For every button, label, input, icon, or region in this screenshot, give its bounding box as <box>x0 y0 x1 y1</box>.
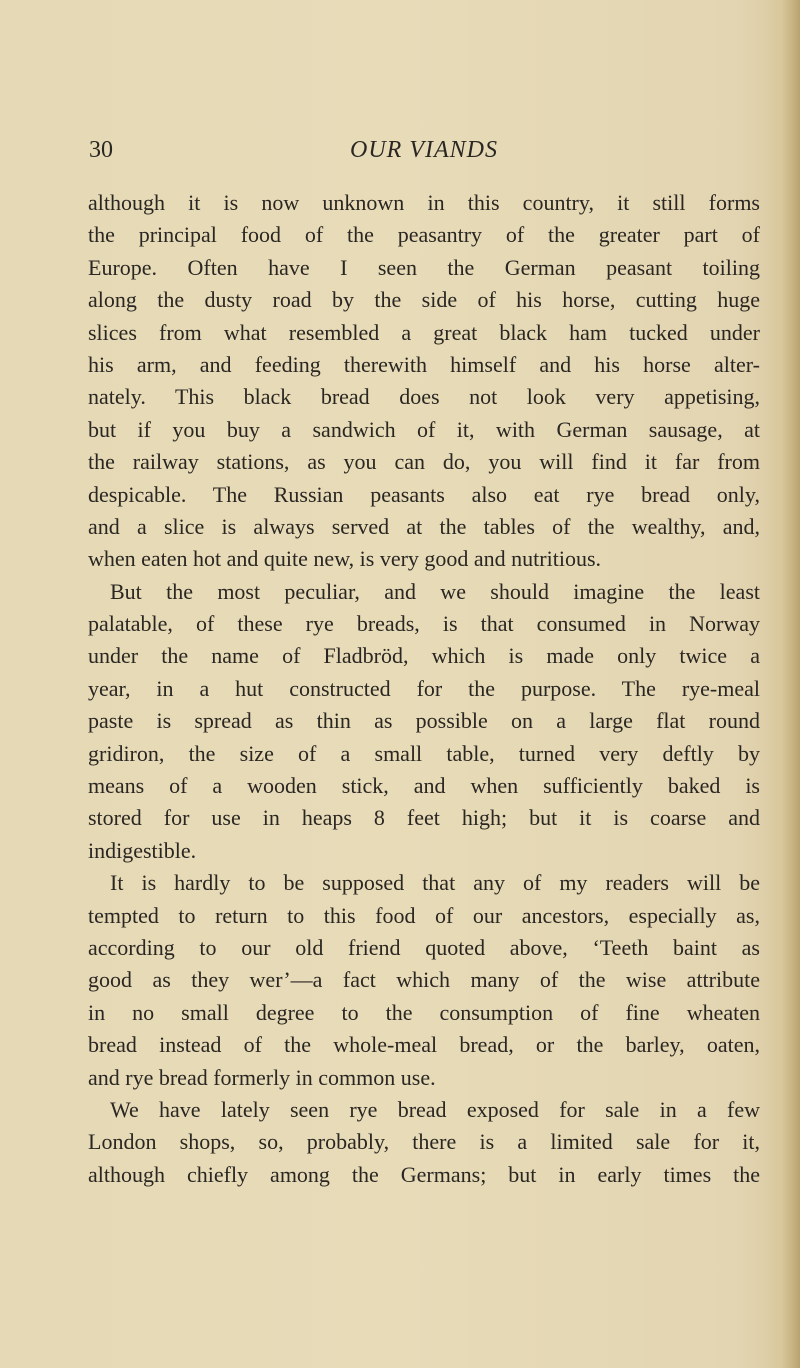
running-title: OUR VIANDS <box>350 137 498 163</box>
text-line: bread instead of the whole-meal bread, or the barley, oaten, <box>88 1032 760 1058</box>
text-line: the principal food of the peasantry of the greater part of <box>88 222 760 248</box>
text-line: tempted to return to this food of our ancestors, especially as, <box>88 902 760 928</box>
text-line: along the dusty road by the side of his horse, cutting huge <box>88 287 760 313</box>
text-line: indigestible. <box>88 837 197 863</box>
text-line: It is hardly to be supposed that any of my readers will be <box>110 870 760 896</box>
text-line: nately. This black bread does not look very appetising, <box>88 384 760 410</box>
text-line: although chiefly among the Germans; but in early times the <box>88 1161 760 1187</box>
page-header <box>89 137 759 173</box>
text-line: the railway stations, as you can do, you will find it far from <box>88 449 760 475</box>
text-line: although it is now unknown in this country, it still forms <box>88 190 760 215</box>
body-text <box>88 187 760 1191</box>
text-line: London shops, so, probably, there is a limited sale for it, <box>88 1129 760 1155</box>
text-line: gridiron, the size of a small table, turned very deftly by <box>88 740 760 766</box>
text-line: his arm, and feeding therewith himself and his horse alter- <box>88 351 760 377</box>
text-line: when eaten hot and quite new, is very good and nutritious. <box>88 546 602 572</box>
text-line: slices from what resembled a great black ham tucked under <box>88 319 760 345</box>
text-line: despicable. The Russian peasants also eat rye bread only, <box>88 481 760 507</box>
text-line: means of a wooden stick, and when sufficiently baked is <box>88 773 760 799</box>
page-number: 30 <box>89 137 113 163</box>
text-line: under the name of Fladbröd, which is made only twice a <box>88 643 760 669</box>
text-line: year, in a hut constructed for the purpose. The rye-meal <box>88 675 760 701</box>
page-edge-shadow <box>766 0 800 1368</box>
text-line: good as they wer’—a fact which many of the wise attribute <box>88 967 760 993</box>
text-line: but if you buy a sandwich of it, with German sausage, at <box>88 416 760 442</box>
text-line: and rye bread formerly in common use. <box>88 1064 436 1090</box>
text-line: Europe. Often have I seen the German peasant toiling <box>88 254 760 280</box>
text-line: We have lately seen rye bread exposed for sale in a few <box>110 1096 760 1122</box>
text-line: stored for use in heaps 8 feet high; but it is coarse and <box>88 805 760 831</box>
text-line: and a slice is always served at the tables of the wealthy, and, <box>88 513 760 539</box>
text-line: in no small degree to the consumption of fine wheaten <box>88 999 760 1025</box>
text-line: according to our old friend quoted above, ‘Teeth baint as <box>88 934 760 960</box>
text-line: But the most peculiar, and we should imagine the least <box>110 578 760 604</box>
text-line: paste is spread as thin as possible on a large flat round <box>88 708 760 734</box>
text-line: palatable, of these rye breads, is that consumed in Norway <box>88 611 760 637</box>
